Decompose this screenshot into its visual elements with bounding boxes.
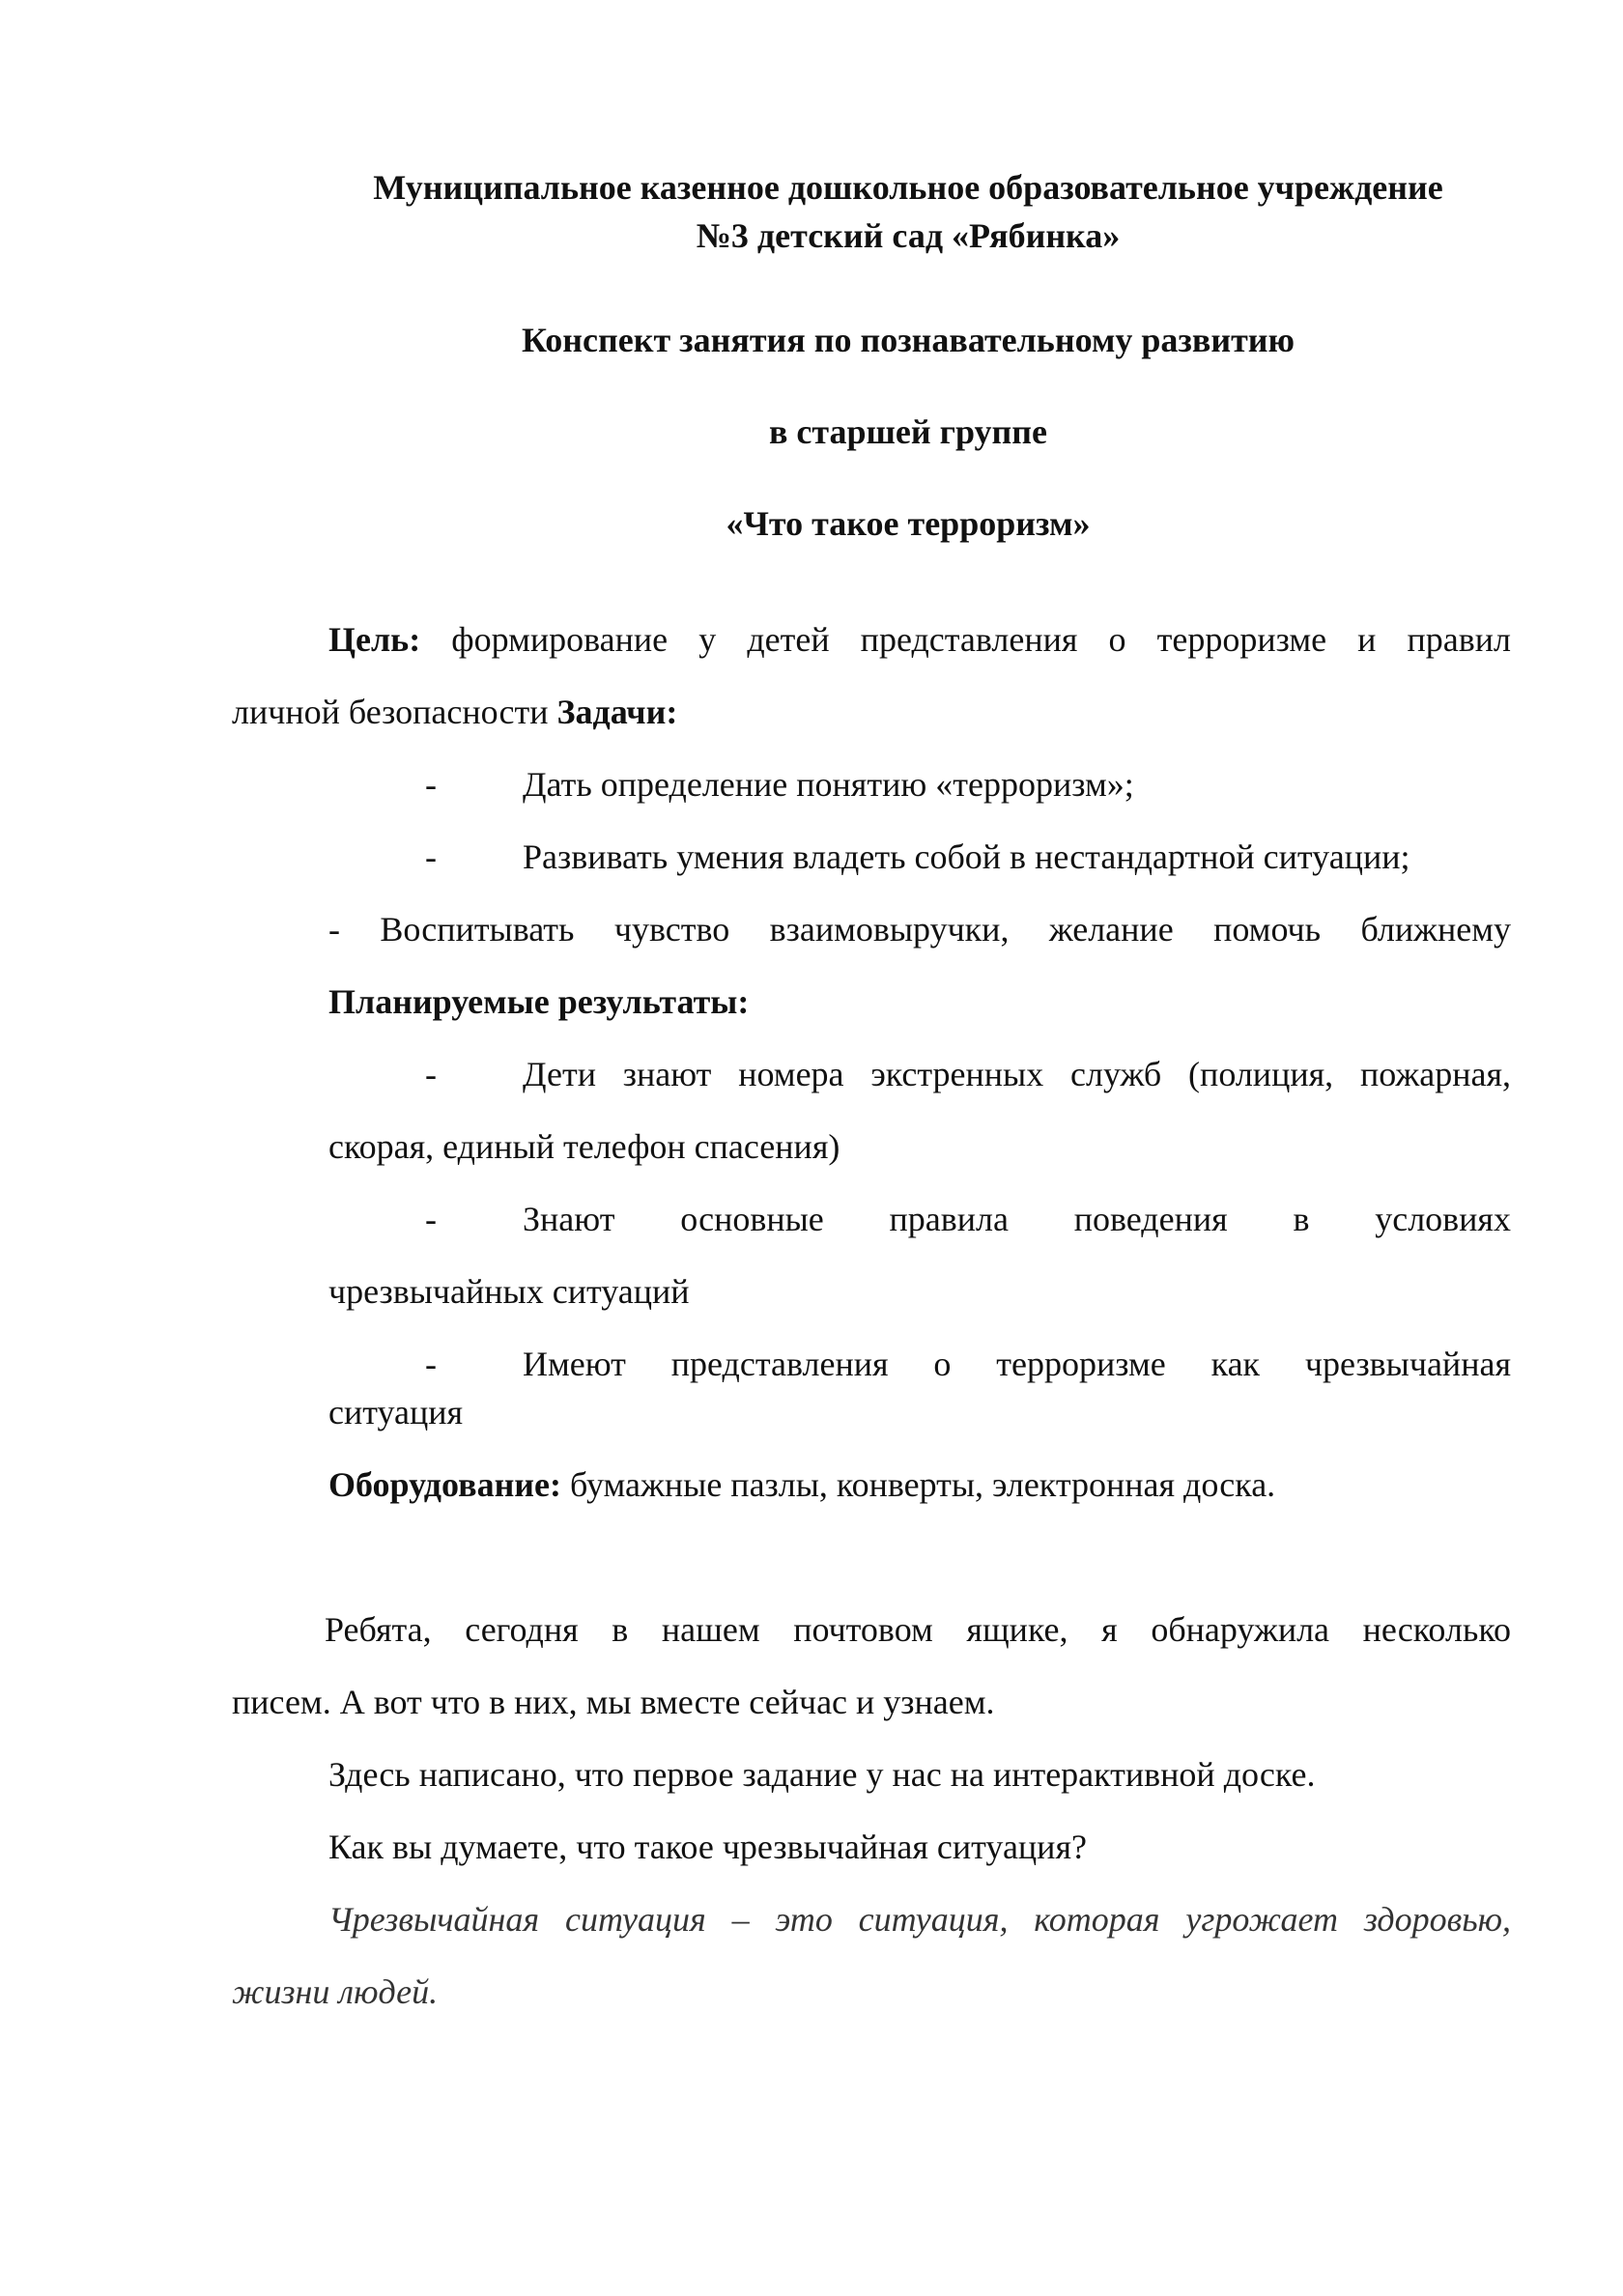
goal-label: Цель:: [328, 620, 421, 659]
document-title-line1: Конспект занятия по познавательному развитию: [521, 321, 1296, 359]
body-para2: Здесь написано, что первое задание у нас на интерактивной доске.: [328, 1755, 1316, 1794]
task-bullet-1: -: [425, 765, 437, 804]
result-item-2-line2: чрезвычайных ситуаций: [328, 1272, 690, 1311]
goal-paragraph-line1: [328, 618, 1511, 661]
result-item-3-line1: Имеют представления о терроризме как чрезвычайная: [523, 1345, 1511, 1383]
result-item-2-line1: Знают основные правила поведения в условиях: [523, 1200, 1511, 1238]
institution-name-line1: Муниципальное казенное дошкольное образовательное учреждение: [373, 168, 1443, 207]
equipment-paragraph: [328, 1463, 1275, 1506]
task-item-2: Развивать умения владеть собой в нестандартной ситуации;: [523, 837, 1410, 876]
definition-line1: Чрезвычайная ситуация – это ситуация, которая угрожает здоровью,: [328, 1900, 1511, 1939]
task-item-1: Дать определение понятию «терроризм»;: [523, 765, 1134, 804]
result-item-1-line2: скорая, единый телефон спасения): [328, 1127, 840, 1166]
institution-name-line2: №3 детский сад «Рябинка»: [696, 216, 1121, 255]
goal-paragraph-line2: [232, 691, 677, 733]
result-item-1-line1: Дети знают номера экстренных служб (полиция, пожарная,: [523, 1055, 1511, 1093]
equipment-text: бумажные пазлы, конверты, электронная доска.: [570, 1465, 1276, 1504]
result-bullet-2: -: [425, 1200, 437, 1238]
equipment-label: Оборудование:: [328, 1465, 562, 1504]
definition-line2: жизни людей.: [232, 1972, 439, 2011]
goal-text-line2: личной безопасности: [232, 693, 549, 731]
results-label: Планируемые результаты:: [328, 982, 750, 1021]
body-para3: Как вы думаете, что такое чрезвычайная ситуация?: [328, 1828, 1087, 1866]
result-bullet-3: -: [425, 1345, 437, 1383]
body-para1-line1: Ребята, сегодня в нашем почтовом ящике, я обнаружила несколько: [325, 1610, 1511, 1649]
result-bullet-1: -: [425, 1055, 437, 1093]
task-item-3: - Воспитывать чувство взаимовыручки, желание помочь ближнему: [328, 910, 1511, 949]
task-bullet-2: -: [425, 837, 437, 876]
document-title-line3: «Что такое терроризм»: [726, 504, 1091, 543]
document-title-line2: в старшей группе: [768, 412, 1048, 451]
result-item-3-line2: ситуация: [328, 1393, 464, 1431]
tasks-label: Задачи:: [556, 693, 678, 731]
goal-text-line1: формирование у детей представления о терроризме и правил: [451, 620, 1511, 659]
body-para1-line2: писем. А вот что в них, мы вместе сейчас и узнаем.: [232, 1683, 995, 1721]
